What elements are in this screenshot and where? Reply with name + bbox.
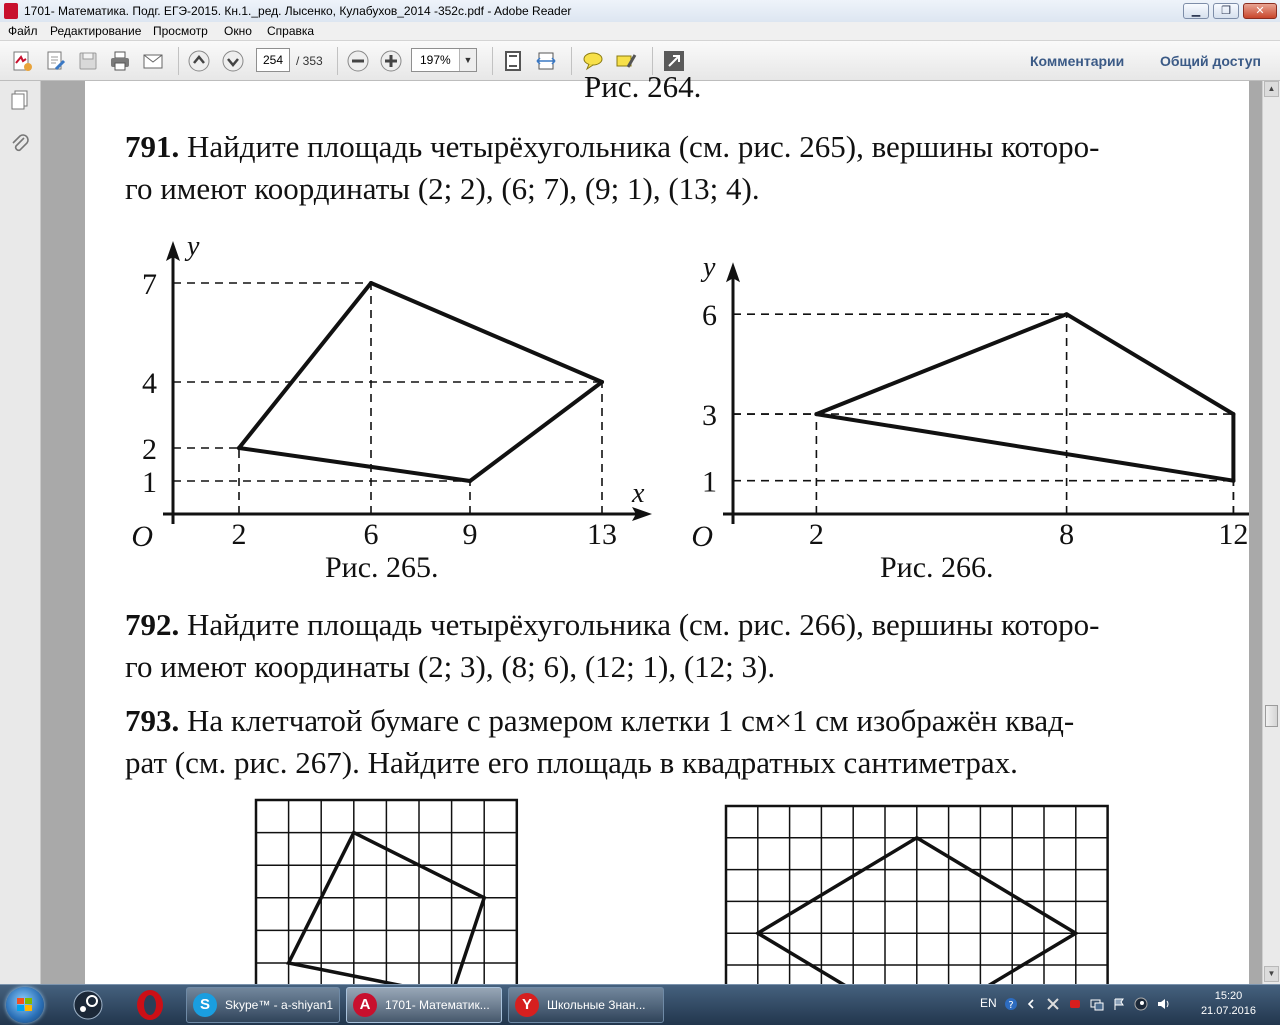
y-tick-label: 2 [142,433,157,466]
problem-791-number: 791. [125,129,180,164]
system-tray [970,985,1280,1025]
toolbar-separator [178,47,179,75]
problem-793-number: 793. [125,703,180,738]
yandex-icon: Y [515,993,539,1017]
windows-logo-icon [17,998,33,1012]
zoom-value: 197% [420,53,451,67]
figure-264-caption: Рис. 264. [584,69,702,104]
create-pdf-icon[interactable] [10,49,34,73]
chevron-left-icon[interactable] [1024,997,1038,1011]
menu-view[interactable]: Просмотр [153,24,208,38]
vertex-point [600,380,604,384]
taskbar-item-label: Skype™ - a-shiyan1 [225,998,334,1012]
next-page-icon[interactable] [221,49,245,73]
zoom-in-icon[interactable] [379,49,403,73]
volume-icon[interactable] [1156,997,1170,1011]
taskbar-item[interactable] [186,987,340,1023]
scroll-down-icon[interactable]: ▼ [1264,966,1279,982]
problem-791-line2: го имеют координаты (2; 2), (6; 7), (9; 1), (13; 4). [125,171,760,206]
page-total: / 353 [296,54,323,68]
y-tick-label: 1 [702,465,717,499]
title-bar [0,0,1280,23]
comments-link[interactable]: Комментарии [1030,53,1125,69]
y-tick-label: 1 [142,466,157,499]
y-tick-label: 3 [702,399,717,433]
toolbar-separator [492,47,493,75]
figure-266-plot [691,252,1275,553]
figure-265-caption: Рис. 265. [325,551,439,584]
menu-file[interactable]: Файл [8,24,38,38]
x-tick-label: 2 [231,518,247,551]
taskbar-item-label: Школьные Знан... [547,998,646,1012]
x-tick-label: 8 [1059,518,1075,551]
zoom-out-icon[interactable] [346,49,370,73]
menu-help[interactable]: Справка [267,24,315,38]
share-link[interactable]: Общий доступ [1160,53,1261,69]
vertex-point [1231,479,1235,483]
figure-266-caption: Рис. 266. [880,551,994,584]
steam-tray-icon[interactable] [1134,997,1148,1011]
scroll-thumb[interactable] [1265,705,1278,727]
chevron-down-icon[interactable]: ▼ [459,49,476,71]
problem-793-line1 [125,703,1074,739]
figure-265-chart [120,221,660,581]
problem-793-text: На клетчатой бумаге с размером клетки 1 см×1 см изображён квад- [187,703,1075,738]
problem-791-line1 [125,129,1100,165]
document-gutter-right [1249,81,1262,984]
figure-268-grid [725,805,1111,995]
navigation-pane [0,81,41,984]
vertex-point [814,412,818,416]
x-tick-label: 13 [587,518,617,551]
problem-792-line1 [125,607,1100,643]
adobe-reader-icon: A [353,993,377,1017]
y-tick-label: 4 [142,367,157,400]
vertex-point [1065,312,1069,316]
edit-pdf-icon[interactable] [43,49,67,73]
tools-icon[interactable] [1046,997,1060,1011]
taskbar [0,984,1280,1025]
x-tick-label: 6 [363,518,379,551]
problem-793-line2: рат (см. рис. 267). Найдите его площадь в квадратных сантиметрах. [125,745,1018,780]
toolbar-separator [571,47,572,75]
save-icon[interactable] [76,49,100,73]
y-tick-label: 7 [142,268,157,301]
menu-edit[interactable]: Редактирование [50,24,142,38]
svg-text:?: ? [1008,1000,1014,1011]
scroll-up-icon[interactable]: ▲ [1264,81,1279,97]
document-gutter-left [41,81,85,984]
figure-265-plot [131,231,652,553]
opera-icon[interactable] [124,987,176,1023]
vertex-point [468,479,472,483]
attachments-icon[interactable] [9,133,31,155]
y-axis-label: y [703,252,716,284]
menu-window[interactable]: Окно [224,24,252,38]
fit-page-icon[interactable] [501,49,525,73]
minimize-button[interactable]: ▁ [1183,3,1209,19]
page-number-input[interactable]: 254 [256,48,290,72]
print-icon[interactable] [108,49,132,73]
origin-label: O [691,520,713,553]
vertex-point [369,281,373,285]
language-indicator[interactable]: EN [980,996,997,1010]
x-axis-label: x [632,478,645,509]
quadrilateral [239,283,602,481]
clock[interactable] [1201,989,1256,1019]
window-title: 1701- Математика. Подг. ЕГЭ-2015. Кн.1._ред. Лысенко, Кулабухов_2014 -352с.pdf - Adobe Reader [24,4,572,18]
clock-time: 15:20 [1214,990,1243,1002]
adobe-reader-icon [4,3,18,19]
problem-792-text: Найдите площадь четырёхугольника (см. рис. 266), вершины которо- [187,607,1100,642]
problem-791-text: Найдите площадь четырёхугольника (см. рис. 265), вершины которо- [187,129,1100,164]
action-center-flag-icon[interactable] [1112,997,1126,1011]
fit-width-icon[interactable] [534,49,558,73]
taskbar-item[interactable] [508,987,664,1023]
start-button[interactable] [6,987,44,1023]
steam-icon[interactable] [62,987,114,1023]
figure-267-grid [255,799,521,999]
zoom-select[interactable] [411,48,477,72]
vertical-scrollbar[interactable] [1262,81,1280,984]
clock-date: 21.07.2016 [1200,1005,1256,1017]
previous-page-icon[interactable] [187,49,211,73]
pdf-page [85,69,1249,984]
x-tick-label: 9 [462,518,478,551]
quadrilateral [816,314,1233,481]
network-icon[interactable] [1090,997,1104,1011]
vertex-point [1231,412,1235,416]
vertex-point [237,446,241,450]
taskbar-item-label: 1701- Математик... [385,998,490,1012]
y-axis-label: y [187,231,200,262]
email-icon[interactable] [141,49,165,73]
antivirus-icon[interactable] [1068,997,1082,1011]
skype-icon: S [193,993,217,1017]
taskbar-item[interactable] [346,987,502,1023]
figure-266-chart [685,221,1249,581]
menu-bar [0,22,1280,41]
y-tick-label: 6 [702,299,717,333]
problem-792-number: 792. [125,607,180,642]
close-button[interactable]: ✕ [1243,3,1277,19]
problem-792-line2: го имеют координаты (2; 3), (8; 6), (12; 1), (12; 3). [125,649,776,684]
origin-label: O [131,520,153,553]
maximize-button[interactable]: ❐ [1213,3,1239,19]
pages-panel-icon[interactable] [9,89,31,111]
x-tick-label: 12 [1218,518,1249,551]
toolbar-separator [337,47,338,75]
x-tick-label: 2 [808,518,824,551]
help-icon[interactable] [1004,997,1018,1011]
